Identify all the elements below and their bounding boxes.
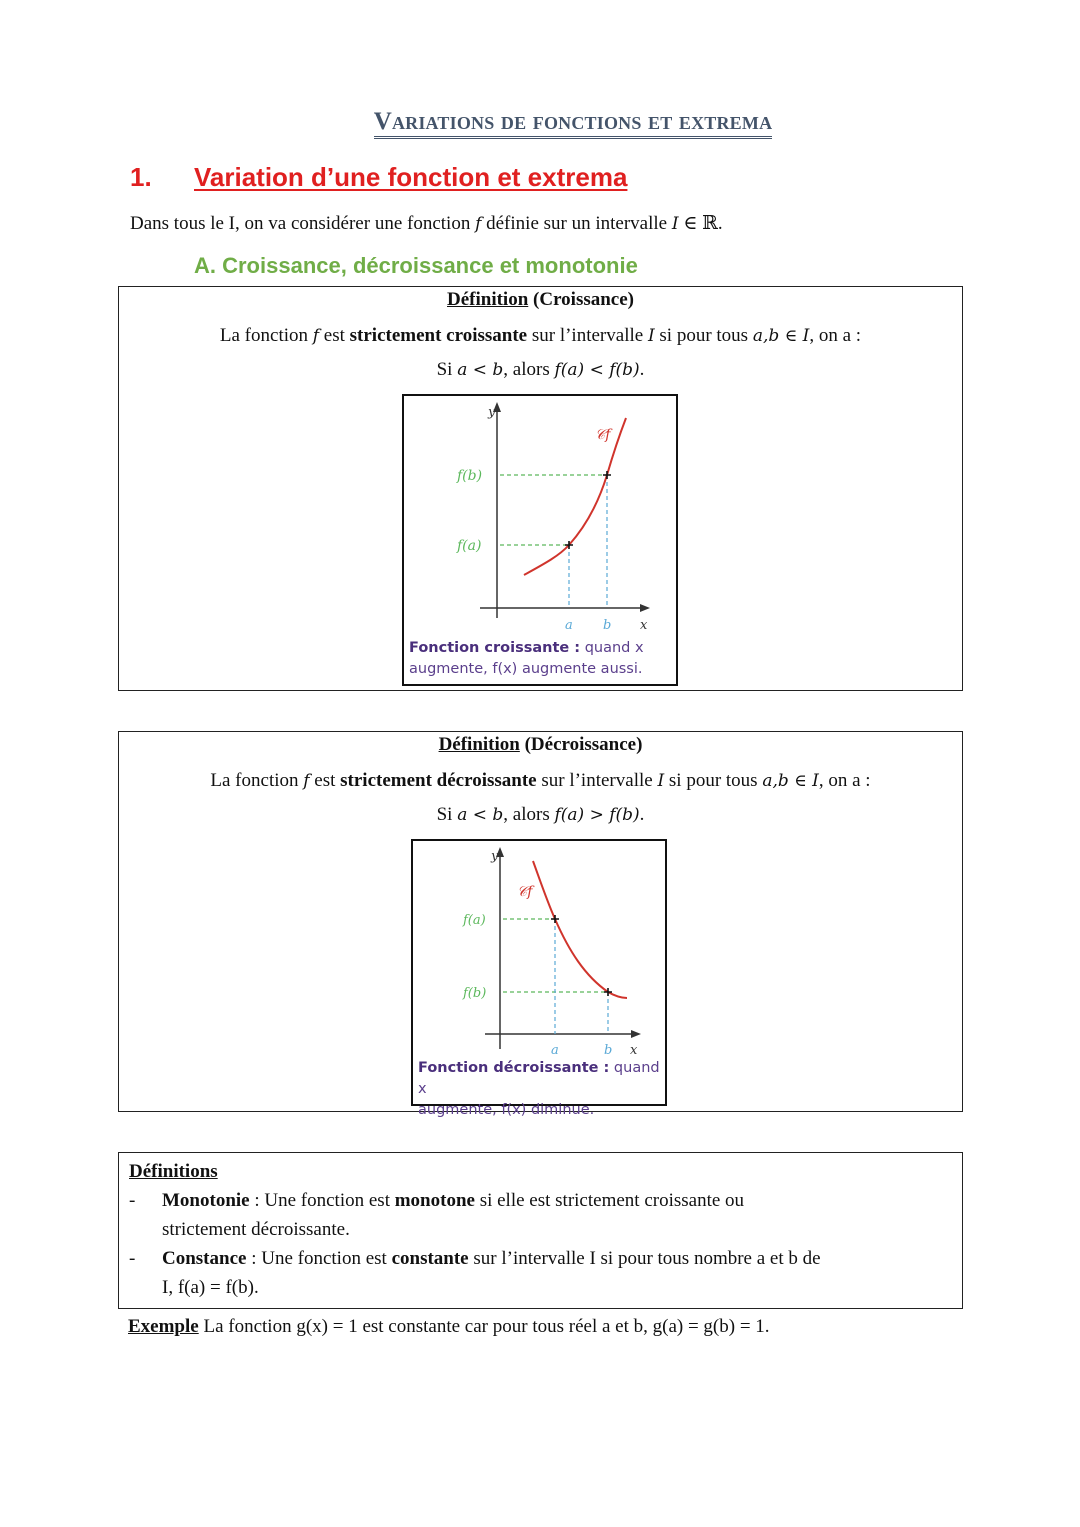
figure-caption: Fonction croissante : quand x augmente, f(x) augmente aussi. bbox=[409, 640, 644, 677]
svg-text:𝒞f: 𝒞f bbox=[595, 427, 611, 443]
definition-heading: Définition (Croissance) bbox=[447, 289, 634, 310]
x-axis-arrow-icon bbox=[631, 1030, 641, 1038]
svg-text:f(b): f(b) bbox=[463, 986, 487, 1001]
definition-item-monotonie: - Monotonie : Une fonction est monotone si elle est strictement croissante ou strictement décroissante. bbox=[129, 1190, 745, 1240]
definition-item-constance: - Constance : Une fonction est constante sur l’intervalle I si pour tous nombre a et b de I, f(a) = f(b). bbox=[129, 1248, 821, 1298]
svg-text:x: x bbox=[640, 618, 648, 633]
svg-text:a: a bbox=[551, 1043, 559, 1058]
definitions-box bbox=[118, 1152, 963, 1309]
intro-paragraph: Dans tous le I, on va considérer une fonction f définie sur un intervalle I ∈ ℝ. bbox=[130, 213, 723, 234]
example-label: Exemple bbox=[128, 1316, 199, 1337]
section-title: Variation d’une fonction et extrema bbox=[194, 162, 628, 192]
section-number: 1. bbox=[130, 162, 152, 192]
svg-text:f(a): f(a) bbox=[457, 538, 482, 554]
increasing-function-graph bbox=[404, 396, 675, 641]
definition-decroissance-box bbox=[118, 731, 963, 1118]
definition-statement: La fonction f est strictement croissante sur l’intervalle I si pour tous a,b ∈ I, on a : bbox=[219, 325, 862, 346]
definition-statement: La fonction f est strictement décroissante sur l’intervalle I si pour tous a,b ∈ I, on a : bbox=[210, 770, 871, 791]
definition-heading: Définition (Décroissance) bbox=[438, 734, 643, 755]
example-paragraph: Exemple La fonction g(x) = 1 est constante car pour tous réel a et b, g(a) = g(b) = 1. bbox=[128, 1316, 770, 1337]
section-heading bbox=[130, 162, 627, 193]
svg-text:x: x bbox=[630, 1043, 638, 1058]
definitions-heading: Définitions bbox=[129, 1161, 218, 1182]
document-title: Variations de fonctions et extrema bbox=[0, 108, 1080, 136]
svg-text:f(a): f(a) bbox=[463, 913, 486, 928]
svg-text:b: b bbox=[604, 1043, 613, 1058]
x-axis-arrow-icon bbox=[640, 604, 650, 612]
svg-text:y: y bbox=[488, 405, 496, 420]
definition-condition: Si a < b, alors f(a) > f(b). bbox=[436, 804, 645, 825]
svg-text:b: b bbox=[603, 618, 612, 633]
svg-text:a: a bbox=[565, 618, 573, 633]
svg-text:f(b): f(b) bbox=[457, 468, 483, 484]
figure-decroissante bbox=[411, 839, 667, 1118]
svg-text:y: y bbox=[491, 849, 499, 864]
decreasing-function-graph bbox=[413, 841, 664, 1061]
definition-condition: Si a < b, alors f(a) < f(b). bbox=[436, 359, 645, 380]
figure-croissante bbox=[402, 394, 678, 686]
figure-caption: Fonction décroissante : quand x augmente, f(x) diminue. bbox=[418, 1060, 660, 1118]
definition-croissance-box bbox=[118, 286, 963, 691]
svg-text:𝒞f: 𝒞f bbox=[517, 884, 533, 900]
subsection-heading: A. Croissance, décroissance et monotonie bbox=[194, 253, 638, 278]
